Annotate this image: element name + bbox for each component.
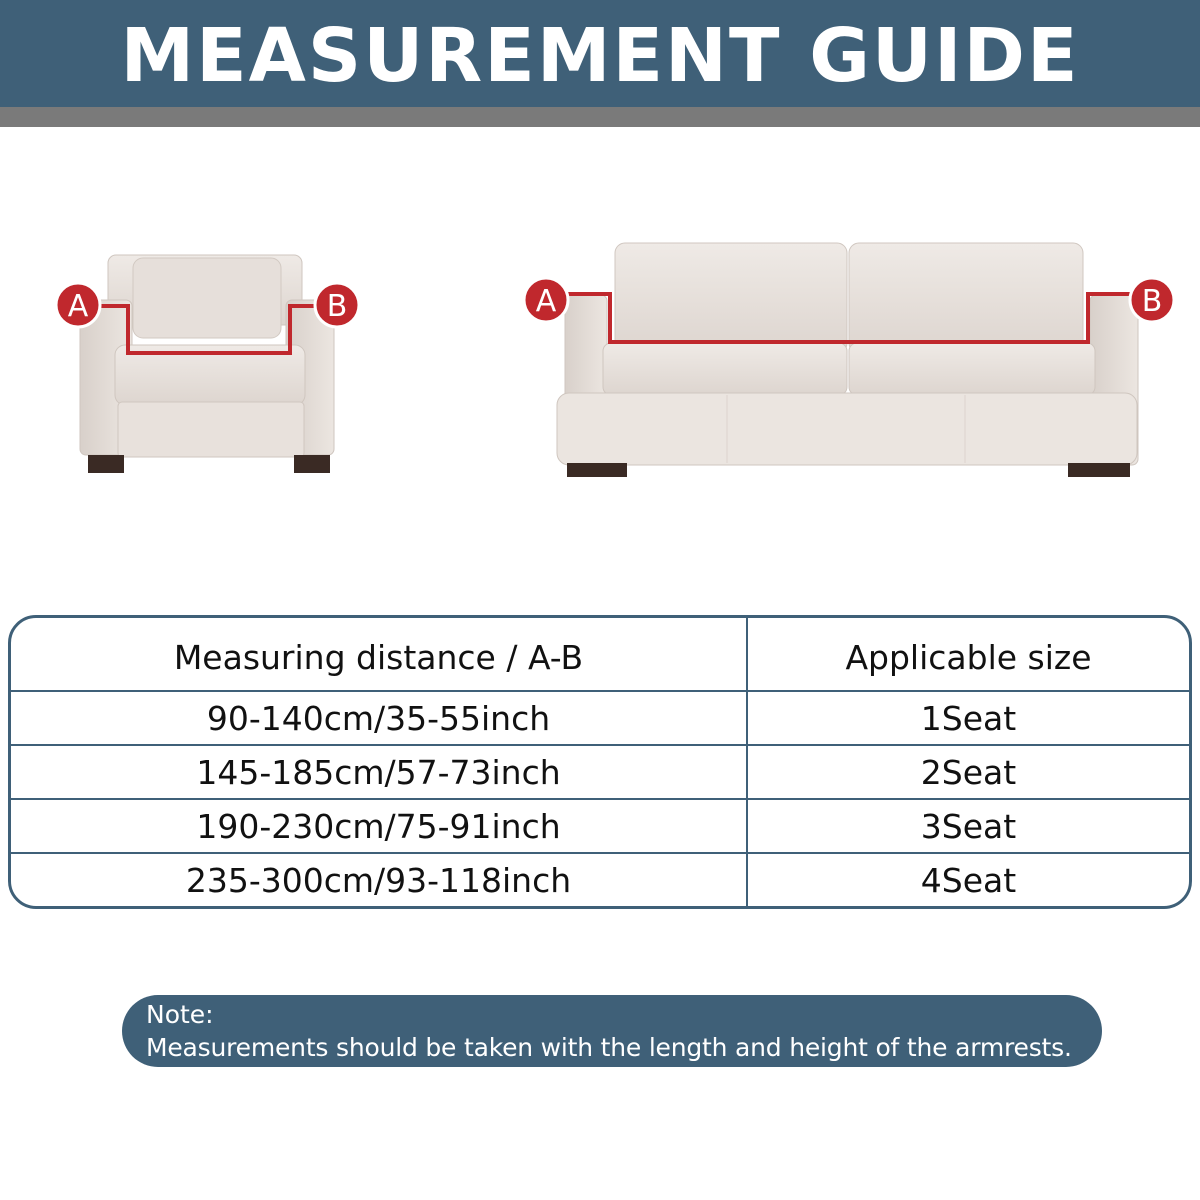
armchair-icon [80, 255, 334, 473]
table-header-row [11, 618, 1189, 691]
marker-a-sofa [524, 278, 568, 322]
page-title: MEASUREMENT GUIDE [120, 12, 1080, 99]
svg-text:A: A [535, 284, 557, 319]
header-measuring-distance: Measuring distance / A-B [11, 618, 747, 691]
table-row [11, 799, 1189, 853]
sofa-illustrations [0, 180, 1200, 500]
header-banner [0, 0, 1200, 107]
cell-distance: 235-300cm/93-118inch [11, 853, 747, 906]
svg-text:A: A [67, 289, 89, 324]
note-title: Note: [146, 1000, 214, 1029]
note-box [122, 995, 1102, 1067]
size-table [8, 615, 1192, 909]
table-row [11, 853, 1189, 906]
cell-size: 4Seat [920, 860, 1017, 900]
sofa-icon [557, 243, 1138, 477]
cell-size: 3Seat [747, 799, 1189, 853]
header-divider [0, 107, 1200, 127]
svg-text:B: B [1141, 284, 1163, 319]
cell-distance: 90-140cm/35-55inch [11, 691, 747, 745]
table-row [11, 691, 1189, 745]
svg-text:B: B [326, 289, 348, 324]
marker-b-sofa [1130, 278, 1174, 322]
marker-b-armchair [315, 283, 359, 327]
cell-distance: 145-185cm/57-73inch [11, 745, 747, 799]
cell-distance: 190-230cm/75-91inch [11, 799, 747, 853]
cell-size: 1Seat [747, 691, 1189, 745]
note-text: Measurements should be taken with the length and height of the armrests. [146, 1033, 1072, 1062]
header-applicable-size: Applicable size [747, 618, 1189, 691]
table-row [11, 745, 1189, 799]
marker-a-armchair [56, 283, 100, 327]
cell-size: 2Seat [747, 745, 1189, 799]
